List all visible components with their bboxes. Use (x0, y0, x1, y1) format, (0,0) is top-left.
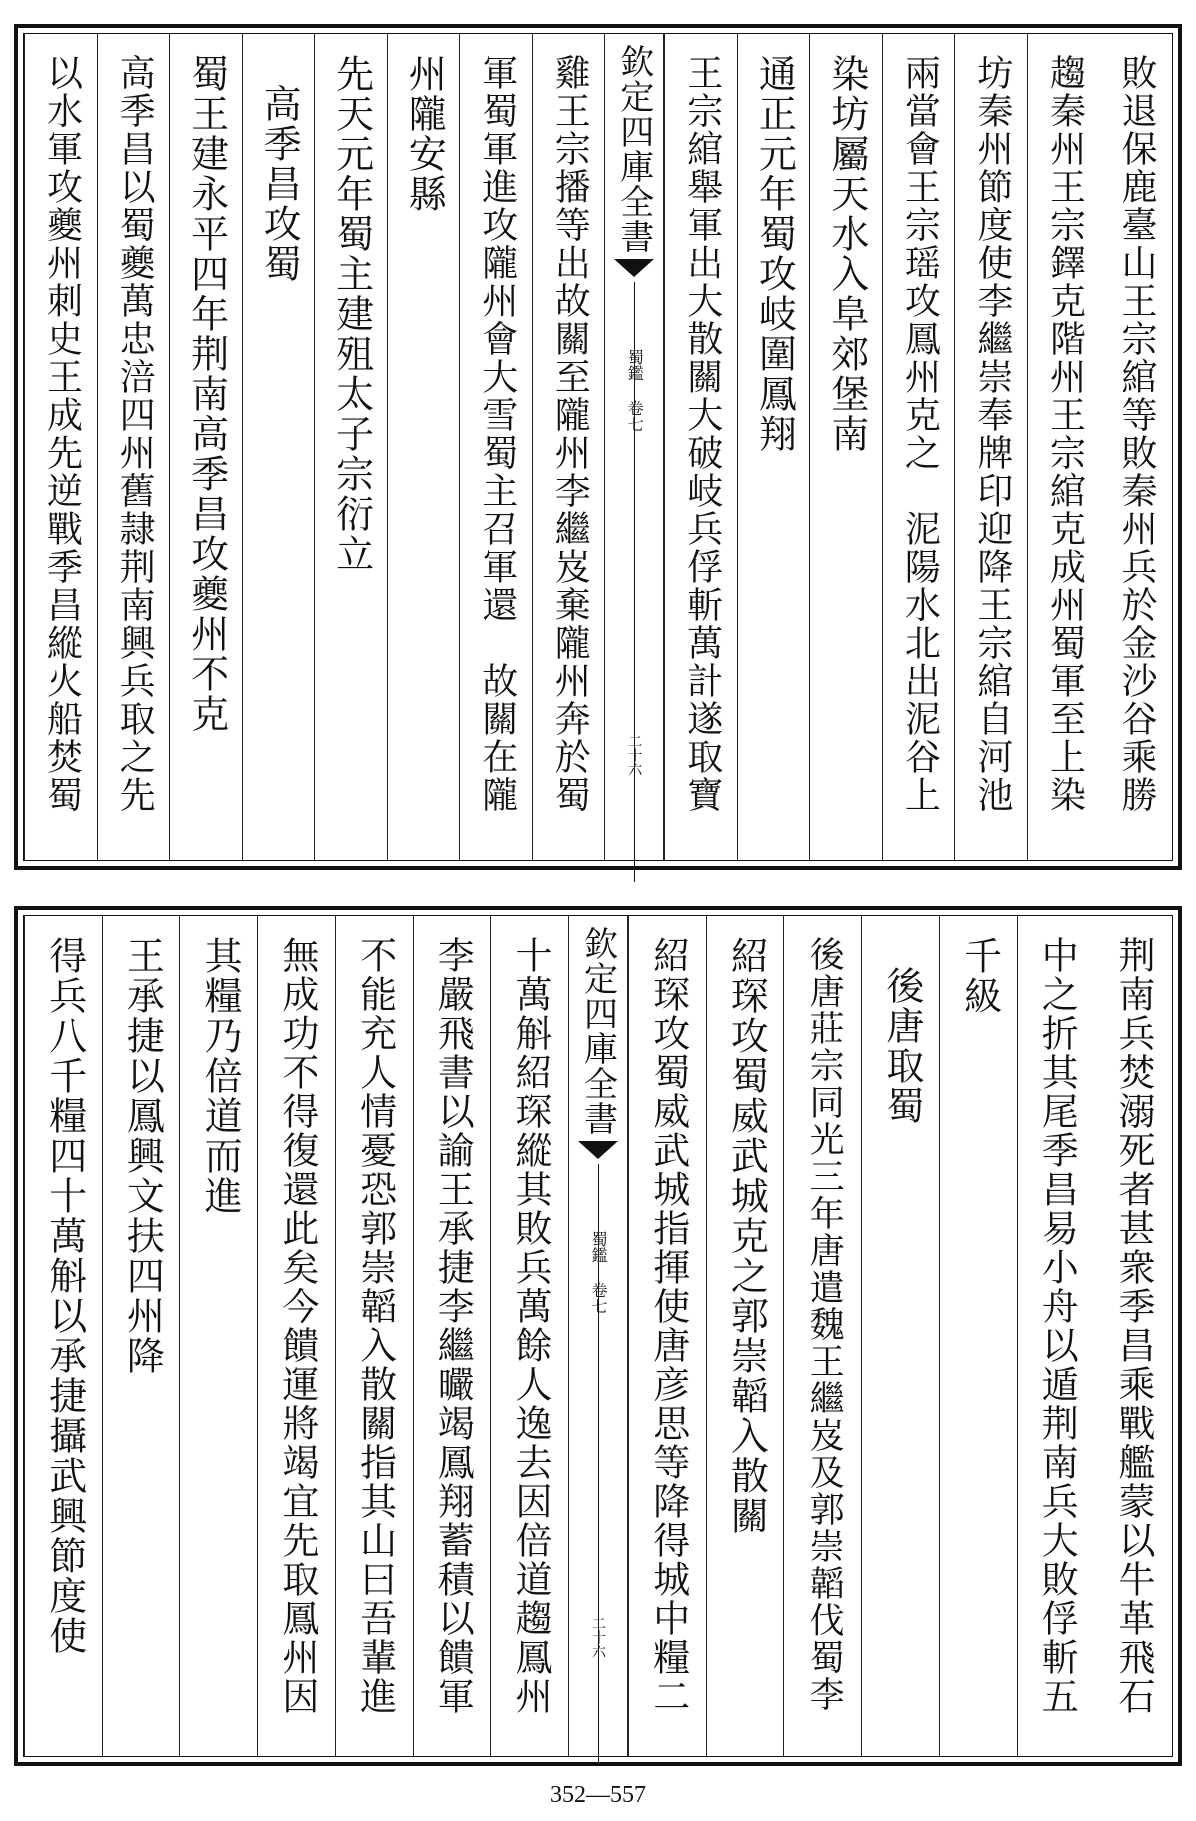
column-text: 坊秦州節度使李繼崇奉牌印迎降王宗綰自河池 (971, 54, 1013, 814)
column-text: 紹琛攻蜀威武城克之郭崇韜入散關 (724, 936, 769, 1536)
text-column (809, 34, 882, 860)
text-column (1017, 916, 1095, 1756)
column-text: 王宗綰舉軍出大散關大破岐兵俘斬萬計遂取寶 (681, 54, 723, 814)
column-text: 十萬斛紹琛縱其敗兵萬餘人逸去因倍道趨鳳州 (509, 936, 552, 1716)
text-column (24, 34, 97, 860)
top-page-frame (23, 33, 1173, 861)
text-column (97, 34, 170, 860)
text-column (783, 916, 861, 1756)
center-fold (604, 34, 664, 860)
column-text: 軍蜀軍進攻隴州會大雪蜀主召軍還 故關在隴 (476, 54, 518, 814)
center-title: 欽定四庫全書 (577, 926, 618, 1136)
column-text: 無成功不得復還此矣今饋運將竭宜先取鳳州因 (275, 936, 319, 1716)
bottom-page-frame (23, 915, 1173, 1757)
text-column (335, 916, 413, 1756)
top-page (14, 24, 1182, 870)
text-column (882, 34, 955, 860)
center-volume: 蜀鑑 卷七 (589, 1231, 608, 1314)
column-text: 不能充人情憂恐郭崇韜入散關指其山曰吾輩進 (353, 936, 397, 1716)
column-text: 李嚴飛書以諭王承捷李繼曮竭鳳翔蓄積以饋軍 (431, 936, 475, 1716)
center-page-number: 二十六 (626, 734, 643, 776)
center-volume: 蜀鑑 卷七 (625, 349, 645, 432)
text-column (24, 916, 102, 1756)
text-column (939, 916, 1017, 1756)
column-text: 其糧乃倍道而進 (198, 936, 243, 1216)
column-text: 王承捷以鳳興文扶四州降 (120, 936, 165, 1376)
section-heading-column (861, 916, 939, 1756)
text-column (179, 916, 257, 1756)
bottom-page (14, 906, 1182, 1766)
column-text: 千級 (957, 936, 1002, 1016)
center-title: 欽定四庫全書 (613, 44, 654, 254)
column-text: 敗退保鹿臺山王宗綰等敗秦州兵於金沙谷乘勝 (1115, 54, 1157, 814)
text-column (1027, 34, 1100, 860)
section-heading: 高季昌攻蜀 (257, 84, 302, 284)
text-column (737, 34, 810, 860)
column-text: 州隴安縣 (402, 54, 447, 214)
column-text: 以水軍攻夔州刺史王成先逆戰季昌縱火船焚蜀 (41, 54, 83, 814)
section-heading: 後唐取蜀 (879, 966, 924, 1126)
text-column (413, 916, 491, 1756)
text-column (102, 916, 180, 1756)
column-text: 後唐莊宗同光三年唐遣魏王繼岌及郭崇韜伐蜀李 (804, 936, 845, 1713)
column-text: 蜀王建永平四年荆南高季昌攻夔州不克 (184, 54, 229, 734)
column-text: 雞王宗播等出故關至隴州李繼岌棄隴州奔於蜀 (549, 54, 591, 814)
column-text: 荆南兵焚溺死者甚衆季昌乘戰艦蒙以牛革飛石 (1112, 936, 1155, 1716)
text-column (459, 34, 532, 860)
text-column (257, 916, 335, 1756)
page-footer-number: 352—557 (550, 1782, 646, 1808)
column-text: 先天元年蜀主建殂太子宗衍立 (329, 54, 374, 574)
column-text: 高季昌以蜀夔萬忠涪四州舊隷荆南興兵取之先 (114, 54, 156, 814)
column-text: 中之折其尾季昌易小舟以遁荆南兵大敗俘斬五 (1035, 936, 1079, 1716)
column-text: 染坊屬天水入阜郊堡南 (824, 54, 869, 454)
text-column (628, 916, 706, 1756)
text-column (387, 34, 460, 860)
text-column (664, 34, 737, 860)
text-column (314, 34, 387, 860)
text-column (954, 34, 1027, 860)
fish-tail-mark (578, 1141, 618, 1159)
column-text: 趨秦州王宗鐸克階州王宗綰克成州蜀軍至上染 (1044, 54, 1086, 814)
column-text: 通正元年蜀攻岐圍鳳翔 (752, 54, 797, 454)
column-text: 得兵八千糧四十萬斛以承捷攝武興節度使 (42, 936, 87, 1656)
fish-tail-mark (614, 259, 654, 277)
center-fold (568, 916, 628, 1756)
text-column (1094, 916, 1172, 1756)
center-page-number: 二十六 (590, 1616, 606, 1658)
section-heading-column (242, 34, 315, 860)
text-column (532, 34, 605, 860)
text-column (706, 916, 784, 1756)
column-text: 紹琛攻蜀威武城指揮使唐彦思等降得城中糧二 (646, 936, 690, 1716)
text-column (490, 916, 568, 1756)
column-text: 兩當會王宗瑶攻鳳州克之 泥陽水北出泥谷上 (899, 54, 941, 814)
text-column (1099, 34, 1172, 860)
text-column (169, 34, 242, 860)
